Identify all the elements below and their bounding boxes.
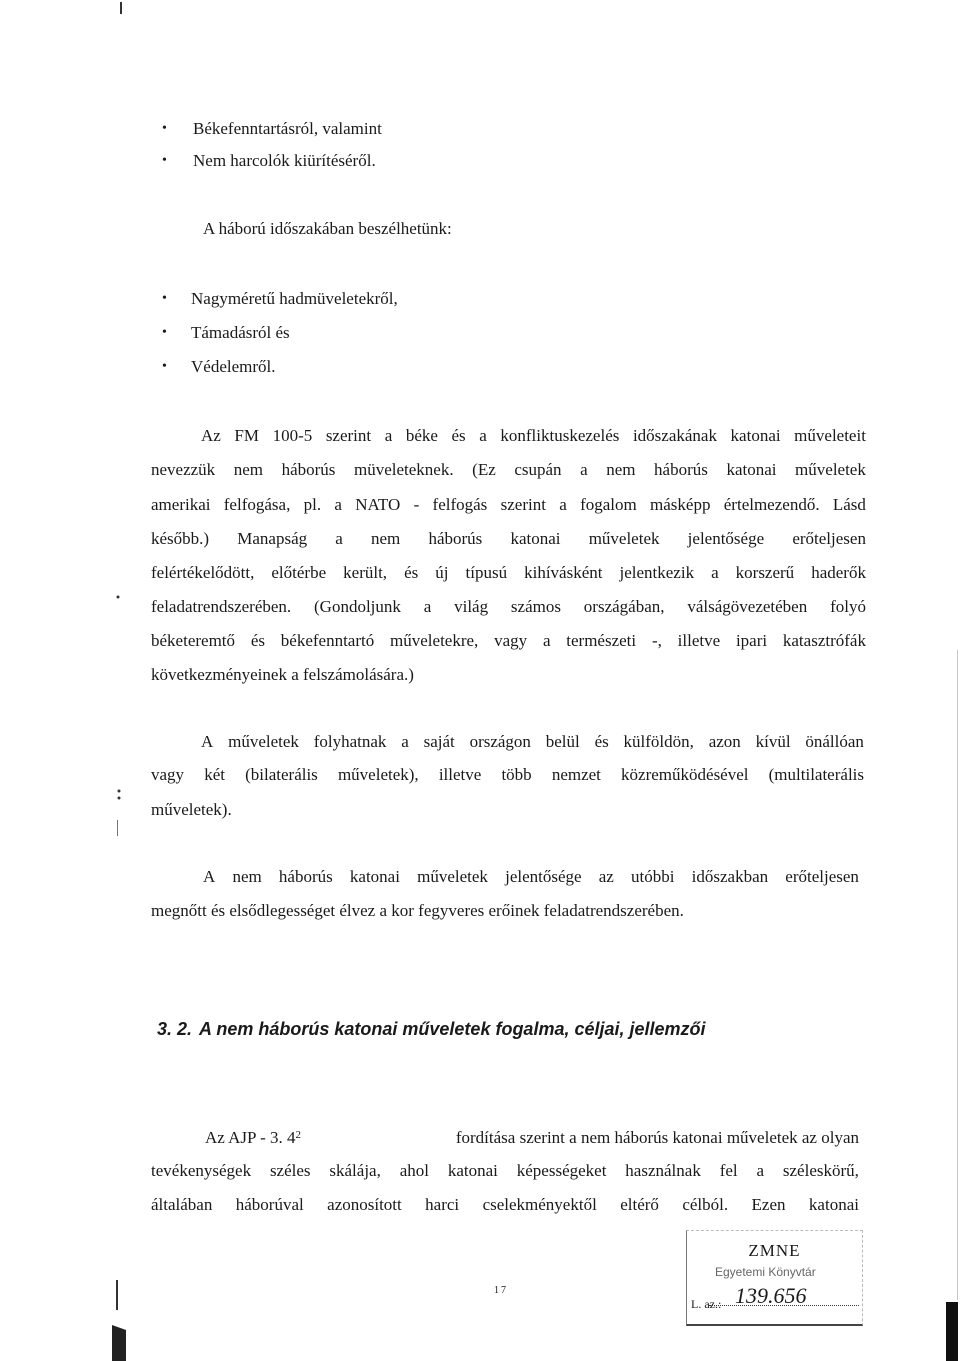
list-item: Védelemről.	[191, 357, 276, 376]
section-heading	[157, 1017, 706, 1041]
word: (multilaterális	[768, 765, 864, 784]
word: vagy	[151, 765, 185, 784]
word: új	[435, 563, 449, 582]
word: (Gondoljunk	[314, 597, 401, 616]
paragraph-line	[151, 630, 866, 652]
word: képességeket	[516, 1161, 607, 1180]
list-item: Békefenntartásról, valamint	[193, 119, 382, 138]
word: 100-5	[272, 426, 313, 445]
word: másképp	[650, 495, 711, 514]
word: béketeremtő	[151, 631, 236, 650]
word: folyó	[830, 597, 866, 616]
word: ipari	[735, 631, 768, 650]
word: célból.	[682, 1195, 729, 1214]
word: -	[413, 495, 420, 514]
library-stamp	[686, 1230, 863, 1326]
scan-margin-marks	[112, 400, 126, 1361]
word: azon	[708, 732, 741, 751]
section-number: 3. 2.	[157, 1019, 193, 1039]
word: konfliktuskezelés	[500, 426, 620, 445]
bullet-icon: •	[162, 359, 167, 374]
word: önállóan	[805, 732, 864, 751]
paragraph-line: műveletek).	[151, 800, 232, 819]
list-item: Nagyméretű hadmüveletekről,	[191, 289, 398, 308]
word: nevezzük	[151, 460, 216, 479]
word: -,	[651, 631, 662, 650]
word: műveletek	[588, 529, 660, 548]
paragraph-line	[203, 866, 859, 888]
word: illetve	[677, 631, 721, 650]
word: katasztrófák	[782, 631, 866, 650]
word: eltérő	[620, 1195, 659, 1214]
bullet-icon: •	[162, 291, 167, 306]
word: műveletek	[417, 867, 488, 886]
word: nem	[233, 460, 264, 479]
word: széleskörű,	[782, 1161, 859, 1180]
word: Lásd	[832, 495, 866, 514]
word: kihívásként	[524, 563, 603, 582]
paragraph-line: következményeinek a felszámolására.)	[151, 665, 414, 684]
word: háborús	[428, 529, 483, 548]
text-run: Az AJP - 3. 4	[205, 1128, 296, 1147]
word: utóbbi	[631, 867, 675, 886]
word: háborúval	[235, 1195, 304, 1214]
word: széles	[269, 1161, 311, 1180]
word: pl.	[303, 495, 322, 514]
word: külföldön,	[623, 732, 694, 751]
word: két	[204, 765, 225, 784]
stamp-subtitle: Egyetemi Könyvtár	[715, 1265, 816, 1279]
word: a	[401, 732, 409, 751]
word: harci	[425, 1195, 460, 1214]
section-title: A nem háborús katonai műveletek fogalma, céljai, jellemzői	[199, 1019, 706, 1039]
word: válságövezetében	[687, 597, 808, 616]
word: Manapság	[237, 529, 308, 548]
word: erőteljesen	[785, 867, 859, 886]
paragraph-line	[151, 528, 866, 550]
stamp-handwritten-number: 139.656	[735, 1283, 807, 1308]
paragraph-line-rest: fordítása szerint a nem háborús katonai műveletek az olyan	[455, 1128, 859, 1147]
word: vagy	[494, 631, 528, 650]
paragraph-line	[151, 494, 866, 516]
word: katonai	[349, 867, 400, 886]
word: típusú	[465, 563, 508, 582]
word: a	[711, 563, 719, 582]
word: erőteljesen	[792, 529, 866, 548]
word: háborús	[278, 867, 333, 886]
word: több	[501, 765, 532, 784]
paragraph-line	[151, 596, 866, 618]
word: világ	[454, 597, 489, 616]
word: kívül	[755, 732, 791, 751]
word: (Ez	[472, 460, 496, 479]
word: a	[334, 495, 342, 514]
paragraph-line	[201, 425, 866, 447]
word: saját	[423, 732, 455, 751]
word: műveletek),	[337, 765, 419, 784]
word: a	[384, 426, 393, 445]
word: természeti	[566, 631, 637, 650]
word: katonai	[726, 460, 777, 479]
word: számos	[510, 597, 561, 616]
paragraph-line	[151, 562, 866, 584]
paragraph-line	[151, 459, 866, 481]
word: (bilaterális	[245, 765, 318, 784]
word: felértékelődött,	[151, 563, 255, 582]
word: békefenntartó	[280, 631, 375, 650]
stamp-label: L. az.:	[691, 1297, 722, 1311]
word: haderők	[811, 563, 866, 582]
word: a	[479, 426, 487, 445]
list-item: Nem harcolók kiürítéséről.	[193, 151, 376, 170]
word: értelmezendő.	[723, 495, 820, 514]
paragraph-line	[205, 1127, 859, 1149]
word: belül	[545, 732, 580, 751]
word: katonai	[808, 1195, 859, 1214]
word: fel	[719, 1161, 738, 1180]
word: az	[598, 867, 614, 886]
word: FM	[234, 426, 259, 445]
word: és	[404, 563, 419, 582]
bullet-icon: •	[162, 153, 167, 168]
word: országon	[469, 732, 531, 751]
paragraph-line	[151, 764, 864, 786]
bullet-icon: •	[162, 121, 167, 136]
paragraph-line-start	[205, 1127, 301, 1149]
paragraph-line	[151, 1160, 859, 1182]
word: azonosított	[327, 1195, 402, 1214]
word: nem	[232, 867, 262, 886]
word: a	[580, 460, 588, 479]
stamp-dotted-line	[709, 1305, 859, 1306]
word: és	[451, 426, 466, 445]
scan-mark	[120, 2, 122, 14]
word: felfogása,	[223, 495, 291, 514]
word: és	[594, 732, 609, 751]
word: műveletek	[228, 732, 299, 751]
word: katonai	[510, 529, 561, 548]
word: műveletekre,	[390, 631, 479, 650]
word: katonai	[447, 1161, 498, 1180]
word: szerint	[500, 495, 546, 514]
word: NATO	[355, 495, 401, 514]
word: nemzet	[551, 765, 601, 784]
word: a	[559, 495, 567, 514]
word: jelentősége	[505, 867, 582, 886]
word: béke	[405, 426, 438, 445]
word: háborús	[654, 460, 708, 479]
paragraph-line	[151, 1194, 859, 1216]
word: fogalom	[580, 495, 637, 514]
word: országában,	[583, 597, 665, 616]
word: került,	[343, 563, 388, 582]
word: a	[756, 1161, 765, 1180]
word: cselekményektől	[482, 1195, 597, 1214]
word: a	[542, 631, 551, 650]
page-number: 17	[494, 1285, 508, 1296]
word: jelentősége	[687, 529, 765, 548]
word: korszerű	[735, 563, 795, 582]
word: tevékenységek	[151, 1161, 252, 1180]
footnote-marker: 2	[295, 1129, 302, 1141]
word: feladatrendszerében.	[151, 597, 292, 616]
word: A	[201, 732, 214, 751]
paragraph-line: megnőtt és elsődlegességet élvez a kor fegyveres erőinek feladatrendszerében.	[151, 901, 684, 920]
word: műveleteit	[794, 426, 866, 445]
word: később.)	[151, 529, 210, 548]
word: ahol	[399, 1161, 429, 1180]
stamp-title: ZMNE	[748, 1241, 801, 1260]
word: háborús	[281, 460, 336, 479]
list-item: Támadásról és	[191, 323, 290, 342]
word: Ezen	[751, 1195, 786, 1214]
scan-edge-line	[957, 650, 958, 1300]
word: használnak	[625, 1161, 701, 1180]
word: A	[203, 867, 216, 886]
word: müveleteknek.	[353, 460, 454, 479]
word: katonai	[730, 426, 781, 445]
word: illetve	[438, 765, 482, 784]
word: általában	[151, 1195, 213, 1214]
word: felfogás	[432, 495, 488, 514]
word: a	[423, 597, 432, 616]
paragraph-line	[201, 731, 864, 753]
word: jelentkezik	[619, 563, 695, 582]
word: Az	[201, 426, 221, 445]
word: folyhatnak	[313, 732, 387, 751]
word: skálája,	[329, 1161, 381, 1180]
word: közreműködésével	[621, 765, 749, 784]
word: amerikai	[151, 495, 211, 514]
war-period-intro: A háború időszakában beszélhetünk:	[203, 219, 452, 238]
word: és	[250, 631, 265, 650]
word: csupán	[514, 460, 562, 479]
word: nem	[371, 529, 401, 548]
word: szerint	[325, 426, 372, 445]
scan-edge-bar	[946, 1302, 958, 1361]
bullet-icon: •	[162, 325, 167, 340]
word: a	[335, 529, 343, 548]
word: előtérbe	[271, 563, 327, 582]
word: műveletek	[795, 460, 866, 479]
word: időszakban	[691, 867, 769, 886]
word: nem	[606, 460, 636, 479]
word: időszakának	[632, 426, 717, 445]
